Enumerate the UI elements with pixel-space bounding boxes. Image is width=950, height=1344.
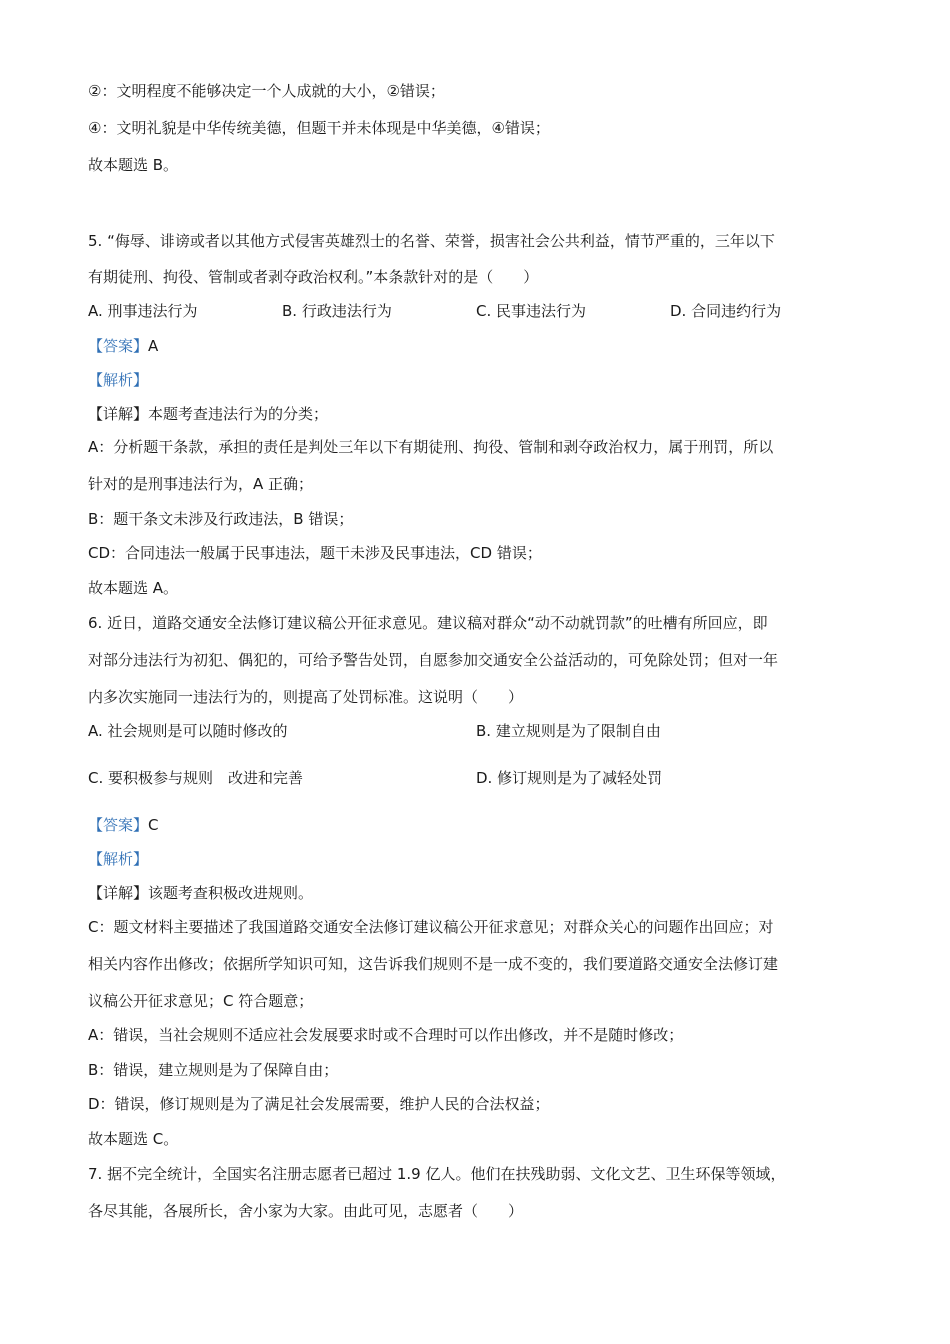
question-6-stem: 内多次实施同一违法行为的，则提高了处罚标准。这说明（ ）: [88, 688, 524, 706]
text-line: 故本题选 B。: [88, 156, 179, 174]
q5-option-c: C. 民事违法行为: [476, 302, 587, 320]
answer-tag: 【答案】: [88, 816, 149, 834]
analysis-tag: 【解析】: [88, 850, 149, 868]
question-7-stem: 各尽其能，各展所长，舍小家为大家。由此可见，志愿者（ ）: [88, 1202, 524, 1220]
q6-option-b: B. 建立规则是为了限制自由: [476, 722, 661, 740]
explanation-line: 故本题选 A。: [88, 579, 179, 597]
explanation-line: B：错误，建立规则是为了保障自由；: [88, 1061, 339, 1079]
analysis-tag: 【解析】: [88, 371, 149, 389]
explanation-line: CD：合同违法一般属于民事违法，题干未涉及民事违法，CD 错误；: [88, 544, 542, 562]
question-6-stem: 对部分违法行为初犯、偶犯的，可给予警告处罚，自愿参加交通安全公益活动的，可免除处罚；但对一年: [88, 651, 779, 669]
q6-option-d: D. 修订规则是为了减轻处罚: [476, 769, 663, 787]
q5-option-d: D. 合同违约行为: [670, 302, 782, 320]
question-5-stem: 有期徒刑、拘役、管制或者剥夺政治权利。”本条款针对的是（ ）: [88, 268, 539, 286]
answer-value: C: [148, 816, 159, 834]
answer-tag: 【答案】: [88, 337, 149, 355]
question-5-stem: 5. “侮辱、诽谤或者以其他方式侵害英雄烈士的名誉、荣誉，损害社会公共利益，情节严重的，三年以下: [88, 232, 775, 250]
explanation-line: 议稿公开征求意见；C 符合题意；: [88, 992, 314, 1010]
explanation-line: B：题干条文未涉及行政违法，B 错误；: [88, 510, 354, 528]
explanation-line: 故本题选 C。: [88, 1130, 179, 1148]
q6-option-a: A. 社会规则是可以随时修改的: [88, 722, 288, 740]
explanation-line: A：错误，当社会规则不适应社会发展要求时或不合理时可以作出修改，并不是随时修改；: [88, 1026, 684, 1044]
question-7-stem: 7. 据不完全统计，全国实名注册志愿者已超过 1.9 亿人。他们在扶残助弱、文化文艺、卫生环保等领域，: [88, 1165, 786, 1183]
q5-option-a: A. 刑事违法行为: [88, 302, 198, 320]
question-6-stem: 6. 近日，道路交通安全法修订建议稿公开征求意见。建议稿对群众“动不动就罚款”的吐槽有所回应，即: [88, 614, 768, 632]
detail-tag: 【详解】: [88, 884, 149, 902]
q6-answer: [88, 815, 159, 835]
explanation-line: C：题文材料主要描述了我国道路交通安全法修订建议稿公开征求意见；对群众关心的问题作出回应；对: [88, 918, 774, 936]
detail-text: 该题考查积极改进规则。: [148, 884, 314, 902]
answer-value: A: [148, 337, 159, 355]
q5-answer: [88, 336, 158, 356]
detail-tag: 【详解】: [88, 405, 149, 423]
explanation-line: 相关内容作出修改；依据所学知识可知，这告诉我们规则不是一成不变的，我们要道路交通安全法修订建: [88, 955, 779, 973]
q6-detail: [88, 883, 313, 903]
q5-option-b: B. 行政违法行为: [282, 302, 392, 320]
detail-text: 本题考查违法行为的分类；: [148, 405, 329, 423]
explanation-line: D：错误，修订规则是为了满足社会发展需要，维护人民的合法权益；: [88, 1095, 550, 1113]
explanation-line: A：分析题干条款，承担的责任是判处三年以下有期徒刑、拘役、管制和剥夺政治权力，属于刑罚，所以: [88, 438, 774, 456]
q6-option-c: C. 要积极参与规则 改进和完善: [88, 769, 304, 787]
q5-detail: [88, 404, 328, 424]
text-line: ④：文明礼貌是中华传统美德，但题干并未体现是中华美德，④错误；: [88, 119, 550, 137]
explanation-line: 针对的是刑事违法行为，A 正确；: [88, 475, 314, 493]
text-line: ②：文明程度不能够决定一个人成就的大小，②错误；: [88, 82, 445, 100]
